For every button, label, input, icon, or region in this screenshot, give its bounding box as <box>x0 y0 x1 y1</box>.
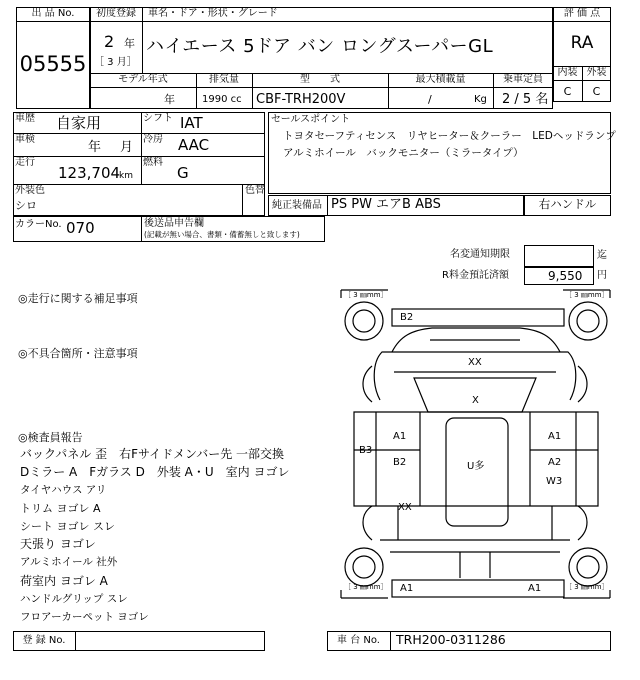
report-line: ハンドルグリップ スレ <box>20 593 128 605</box>
history: 自家用 <box>56 114 102 132</box>
damage-mark: A1 <box>528 583 542 594</box>
lot-number: 05555 <box>19 52 87 76</box>
report-line: フロアーカーペット ヨゴレ <box>20 611 149 623</box>
model-type-label: 型 式 <box>300 74 340 85</box>
report-line: シート ヨゴレ スレ <box>20 520 115 533</box>
interior-grade: C <box>563 85 572 98</box>
damage-mark: A2 <box>548 457 562 468</box>
damage-mark: U多 <box>467 461 485 472</box>
aftermarket-label: 後送品申告欄 <box>144 218 204 229</box>
report-line: トリム ヨゴレ A <box>20 502 101 515</box>
name-change-deadline-label: 名変通知期限 <box>450 249 510 260</box>
first-registration-month: ［ 3 月］ <box>94 57 137 68</box>
rating: RA <box>570 33 594 53</box>
damage-mark: X <box>472 395 479 406</box>
capacity-label: 乗車定員 <box>503 74 543 85</box>
year-unit: 年 <box>124 37 135 50</box>
mileage: 123,704 <box>58 164 121 182</box>
model-code: CBF-TRH200V <box>256 92 346 107</box>
damage-mark: A1 <box>400 583 414 594</box>
ac: AAC <box>178 136 210 154</box>
shift: IAT <box>180 114 203 132</box>
damage-mark: XX <box>398 502 412 513</box>
corner-label-bottom-left: ［ 3 ㎜mm］ <box>344 583 388 591</box>
sales-points-line-1: トヨタセーフティセンス リヤヒーター＆クーラー LEDヘッドランプ <box>283 130 616 142</box>
first-registration-label: 初度登録 <box>96 8 136 19</box>
driving-notes-heading: ◎走行に関する補足事項 <box>18 292 138 305</box>
exterior-grade-label: 外装 <box>586 67 607 78</box>
report-line: タイヤハウス アリ <box>20 484 107 496</box>
exterior-color: シロ <box>15 199 37 212</box>
displacement-label: 排気量 <box>209 74 239 85</box>
mileage-unit: km <box>119 171 133 181</box>
aftermarket-note: (記載が無い場合、書類・備蓄無しと致します) <box>144 230 300 239</box>
model-year-unit: 年 <box>164 93 175 106</box>
inspection-label: 車検 <box>15 134 35 145</box>
damage-mark: A1 <box>548 431 562 442</box>
fuel-label: 燃料 <box>143 157 163 168</box>
report-line: Dミラー A Fガラス D 外装 A・U 室内 ヨゴレ <box>20 465 290 479</box>
report-line: 荷室内 ヨゴレ A <box>20 574 108 588</box>
interior-grade-label: 内装 <box>557 67 578 78</box>
inspection-month-unit: 月 <box>120 140 134 155</box>
history-label: 車歴 <box>15 113 35 124</box>
report-line: バックパネル 歪 右Fサイドメンバー先 一部交換 <box>20 447 285 461</box>
registration-label: 登 録 No. <box>22 635 66 646</box>
corner-label-top-left: ［ 3 ㎜mm］ <box>344 291 388 299</box>
color-no-label: カラーNo. <box>15 219 62 230</box>
damage-mark: B3 <box>359 445 373 456</box>
recycle-fee-label: R料金預託済額 <box>442 270 509 281</box>
mileage-label: 走行 <box>15 157 35 168</box>
corner-label-bottom-right: ［ 3 ㎜mm］ <box>565 583 609 591</box>
inspector-report-heading: ◎検査員報告 <box>18 431 83 444</box>
displacement: 1990 cc <box>202 94 242 105</box>
vehicle-name: ハイエース 5ドア バン ロングスーパーGL <box>146 36 494 57</box>
color-no: 070 <box>66 219 95 237</box>
defects-heading: ◎不具合箇所・注意事項 <box>18 347 138 360</box>
damage-mark: A1 <box>393 431 407 442</box>
lot-number-label: 出 品 No. <box>31 8 75 19</box>
ac-label: 冷房 <box>143 134 163 145</box>
vehicle-name-label: 車名・ドア・形状・グレード <box>148 8 278 19</box>
repaint-label: 色替 <box>245 185 265 196</box>
chassis-label: 車 台 No. <box>337 635 380 646</box>
chassis-number: TRH200-0311286 <box>396 632 506 647</box>
report-line: アルミホイール 社外 <box>20 556 118 568</box>
sales-points-line-2: アルミホイール バックモニター（ミラータイプ） <box>283 147 524 159</box>
max-load-label: 最大積載量 <box>415 74 466 85</box>
max-load-unit: Kg <box>474 94 487 105</box>
damage-mark: XX <box>468 357 482 368</box>
recycle-fee: 9,550 <box>548 269 583 283</box>
capacity: 2 / 5 名 <box>502 92 549 107</box>
corner-label-top-right: ［ 3 ㎜mm］ <box>565 291 609 299</box>
equipment-label: 純正装備品 <box>272 200 322 211</box>
shift-label: シフト <box>143 113 173 124</box>
damage-mark: B2 <box>393 457 407 468</box>
exterior-grade: C <box>592 85 601 98</box>
exterior-color-label: 外装色 <box>15 185 45 196</box>
damage-mark: B2 <box>400 312 414 323</box>
name-change-deadline-unit: 迄 <box>597 250 607 261</box>
recycle-fee-unit: 円 <box>597 270 607 281</box>
steering: 右ハンドル <box>538 197 597 211</box>
damage-mark: W3 <box>546 476 563 487</box>
equipment: PS PW エアB ABS <box>331 197 441 212</box>
rating-label: 評 価 点 <box>563 8 601 19</box>
max-load-value: / <box>428 93 432 106</box>
model-year-label: モデル年式 <box>118 74 168 85</box>
report-line: 天張り ヨゴレ <box>20 537 96 551</box>
inspection-year-unit: 年 <box>88 140 102 155</box>
fuel: G <box>177 164 189 182</box>
sales-points-label: セールスポイント <box>271 114 351 125</box>
first-registration-year: 2 <box>104 32 115 51</box>
